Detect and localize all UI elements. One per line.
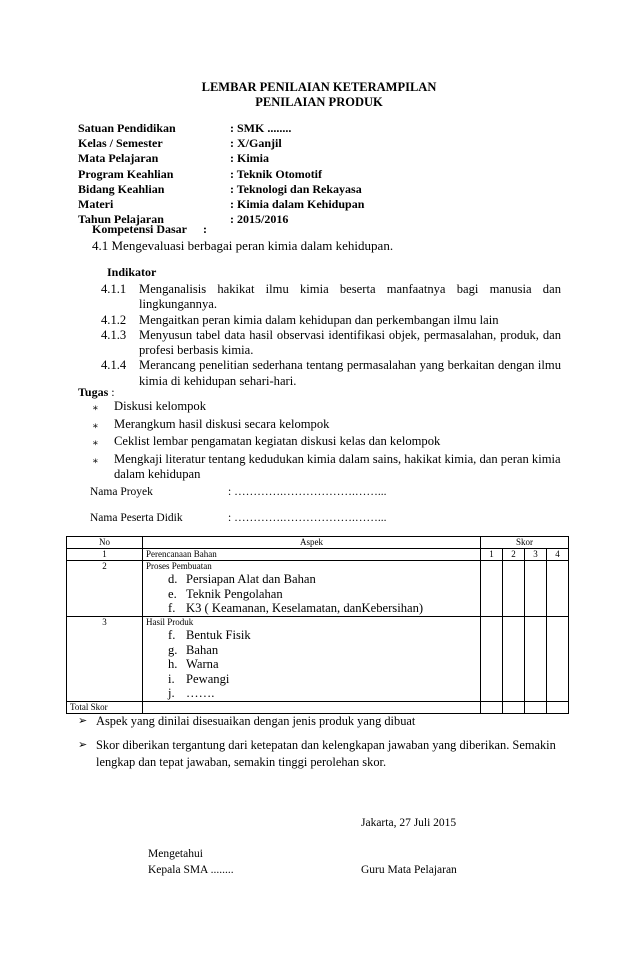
tugas-heading	[78, 385, 115, 400]
place-date: Jakarta, 27 Juli 2015	[361, 817, 457, 829]
row-aspek: Proses Pembuatan	[146, 561, 212, 571]
document-title: LEMBAR PENILAIAN KETERAMPILAN	[201, 80, 437, 94]
score-4[interactable]: 4	[547, 549, 569, 561]
row-aspek: Perencanaan Bahan	[143, 549, 481, 561]
score-cell[interactable]	[525, 617, 547, 702]
identity-value: : 2015/2016	[230, 212, 289, 227]
row-no: 1	[67, 549, 143, 561]
sub-aspek-text: Bentuk Fisik	[186, 628, 251, 642]
sub-aspek-item	[168, 672, 477, 687]
identity-value: : Kimia	[230, 151, 269, 166]
header-skor: Skor	[481, 537, 569, 549]
row-aspek-cell	[143, 561, 481, 617]
identity-block	[78, 121, 480, 227]
indikator-text: Merancang penelitian sederhana tentang permasalahan yang berkaitan dengan ilmu kimia di kehidupan sehari-hari.	[139, 358, 561, 388]
identity-row	[78, 167, 480, 182]
sub-aspek-letter: f.	[168, 628, 176, 642]
indikator-text: Menganalisis hakikat ilmu kimia beserta manfaatnya bagi manusia dan lingkungannya.	[139, 282, 561, 312]
score-cell[interactable]	[547, 617, 569, 702]
tugas-item	[92, 452, 562, 483]
score-1[interactable]: 1	[481, 549, 503, 561]
identity-row	[78, 121, 480, 136]
nama-peserta-label: Nama Peserta Didik	[90, 512, 183, 524]
nama-proyek-label: Nama Proyek	[90, 486, 153, 498]
sub-aspek-text: K3 ( Keamanan, Keselamatan, danKebersihan)	[186, 601, 424, 616]
indikator-item	[101, 328, 561, 359]
note-text: Skor diberikan tergantung dari ketepatan dan kelengkapan jawaban yang diberikan. Semakin lengkap dan tepat jawaban, semakin tinggi perolehan skor.	[96, 738, 556, 769]
tugas-colon: :	[108, 385, 115, 399]
note-item	[78, 737, 566, 771]
sub-aspek-item	[168, 587, 477, 602]
sub-aspek-text: Warna	[186, 657, 219, 672]
indikator-number: 4.1.4	[101, 358, 127, 373]
identity-label: Kelas / Semester	[78, 136, 163, 151]
asterisk-bullet-icon: ∗	[92, 420, 99, 432]
sub-aspek-letter: i.	[168, 671, 175, 686]
sub-aspek-letter: d.	[168, 572, 178, 586]
sub-aspek-text: Persiapan Alat dan Bahan	[186, 572, 316, 586]
score-2[interactable]: 2	[503, 549, 525, 561]
row-aspek-cell	[143, 617, 481, 702]
sub-aspek-letter: f.	[168, 601, 176, 616]
sub-aspek-text: Teknik Pengolahan	[186, 586, 283, 601]
score-cell[interactable]	[481, 701, 503, 713]
table-row	[67, 561, 569, 617]
sub-aspek-list	[168, 628, 477, 701]
identity-label: Program Keahlian	[78, 166, 174, 181]
identity-row	[78, 197, 480, 212]
identity-value: : Teknologi dan Rekayasa	[230, 181, 362, 196]
tugas-item	[92, 417, 562, 435]
score-cell[interactable]	[503, 701, 525, 713]
sub-aspek-text: …….	[186, 686, 215, 701]
sub-aspek-list	[168, 572, 477, 616]
tugas-item	[92, 434, 562, 452]
sub-aspek-letter: j.	[168, 686, 175, 701]
identity-label: Satuan Pendidikan	[78, 121, 176, 135]
sub-aspek-letter: h.	[168, 657, 178, 672]
indikator-heading: Indikator	[107, 265, 157, 279]
sub-aspek-item	[168, 628, 477, 643]
score-cell[interactable]	[547, 701, 569, 713]
row-no: 2	[67, 561, 143, 617]
indikator-number: 4.1.2	[101, 312, 127, 327]
kepala-sekolah-label: Kepala SMA ........	[148, 864, 234, 876]
kompetensi-heading	[92, 222, 207, 237]
kompetensi-colon: :	[203, 222, 207, 236]
identity-label: Mata Pelajaran	[78, 151, 159, 166]
indikator-text: Mengaitkan peran kimia dalam kehidupan dan perkembangan ilmu lain	[139, 312, 499, 327]
rubric-table	[66, 536, 569, 714]
tugas-label: Tugas	[78, 385, 109, 399]
score-cell[interactable]	[547, 561, 569, 617]
kompetensi-label: Kompetensi Dasar	[92, 222, 187, 236]
tugas-text: Mengkaji literatur tentang kedudukan kimia dalam sains, hakikat kimia, dan peran kimia dalam kehidupan	[114, 451, 561, 482]
score-cell[interactable]	[525, 561, 547, 617]
tugas-text: Ceklist lembar pengamatan kegiatan diskusi kelas dan kelompok	[114, 434, 441, 449]
table-row	[67, 617, 569, 702]
tugas-list	[92, 399, 562, 483]
score-cell[interactable]	[481, 561, 503, 617]
identity-row	[78, 136, 480, 151]
identity-value: : SMK ........	[230, 121, 292, 135]
sub-aspek-item	[168, 601, 477, 616]
header-aspek: Aspek	[143, 537, 481, 549]
header-no: No	[67, 537, 143, 549]
tugas-text: Merangkum hasil diskusi secara kelompok	[114, 416, 330, 431]
identity-row	[78, 182, 480, 197]
nama-proyek-field	[90, 486, 386, 498]
identity-value: : Teknik Otomotif	[230, 166, 323, 181]
note-item	[78, 713, 566, 730]
identity-label: Bidang Keahlian	[78, 181, 165, 196]
identity-label: Materi	[78, 196, 114, 211]
sub-aspek-letter: g.	[168, 642, 178, 657]
tugas-item	[92, 399, 562, 417]
sub-aspek-item	[168, 657, 477, 672]
indikator-item	[101, 313, 561, 328]
indikator-item	[101, 358, 561, 389]
total-cell	[143, 701, 481, 713]
asterisk-bullet-icon: ∗	[92, 438, 99, 450]
table-header-row	[67, 537, 569, 549]
document-subtitle: PENILAIAN PRODUK	[255, 95, 383, 109]
total-label: Total Skor	[67, 701, 143, 713]
indikator-list	[101, 282, 561, 389]
identity-value: : X/Ganjil	[230, 136, 282, 151]
sub-aspek-text: Pewangi	[186, 671, 230, 686]
sub-aspek-letter: e.	[168, 586, 177, 601]
score-cell[interactable]	[503, 561, 525, 617]
identity-value: : Kimia dalam Kehidupan	[230, 196, 365, 211]
row-no: 3	[67, 617, 143, 702]
arrow-bullet-icon: ➢	[78, 715, 88, 727]
asterisk-bullet-icon: ∗	[92, 403, 99, 414]
score-cell[interactable]	[503, 617, 525, 702]
nama-peserta-value[interactable]: : ………….……………….……...	[228, 512, 387, 524]
mengetahui-label: Mengetahui	[148, 848, 203, 860]
score-cell[interactable]	[525, 701, 547, 713]
sub-aspek-item	[168, 643, 477, 658]
sub-aspek-text: Bahan	[186, 642, 219, 657]
identity-row	[78, 151, 480, 166]
indikator-number: 4.1.3	[101, 327, 127, 342]
indikator-text: Menyusun tabel data hasil observasi identifikasi objek, permasalahan, produk, dan profesi berbasis kimia.	[139, 327, 561, 358]
table-row	[67, 549, 569, 561]
kompetensi-text: 4.1 Mengevaluasi berbagai peran kimia dalam kehidupan.	[92, 238, 394, 253]
indikator-item	[101, 282, 561, 313]
nama-peserta-field	[90, 512, 386, 524]
guru-label: Guru Mata Pelajaran	[361, 864, 457, 876]
score-3[interactable]: 3	[525, 549, 547, 561]
sub-aspek-item	[168, 686, 477, 701]
arrow-bullet-icon: ➢	[78, 739, 88, 751]
tugas-text: Diskusi kelompok	[114, 399, 207, 413]
asterisk-bullet-icon: ∗	[92, 455, 99, 467]
score-cell[interactable]	[481, 617, 503, 702]
row-aspek: Hasil Produk	[146, 617, 194, 627]
nama-proyek-value[interactable]: : ………….……………….……...	[228, 486, 387, 498]
notes-list	[78, 713, 566, 771]
indikator-number: 4.1.1	[101, 282, 127, 296]
sub-aspek-item	[168, 572, 477, 587]
total-row	[67, 701, 569, 713]
note-text: Aspek yang dinilai disesuaikan dengan jenis produk yang dibuat	[96, 714, 416, 728]
identity-label: Tahun Pelajaran	[78, 212, 164, 227]
